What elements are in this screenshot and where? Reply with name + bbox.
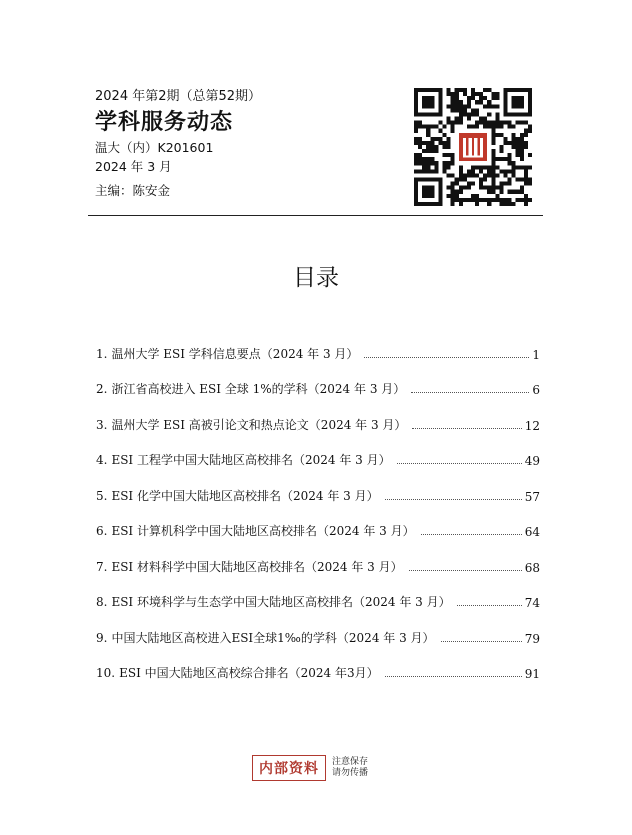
toc-item-page: 91 — [524, 667, 540, 681]
toc-item-text: ESI 环境科学与生态学中国大陆地区高校排名（2024 年 3 月） — [111, 595, 451, 609]
toc-item-number: 7. — [96, 559, 108, 574]
toc-item-page: 1 — [532, 347, 540, 362]
toc-item[interactable] — [96, 326, 540, 362]
toc-item-page: 12 — [524, 418, 540, 433]
toc-leader-dots — [397, 463, 522, 464]
toc-item-page: 64 — [524, 525, 540, 539]
toc-item-page: 49 — [524, 454, 540, 468]
toc-heading: 目录 — [293, 265, 339, 291]
toc-item-text: ESI 化学中国大陆地区高校排名（2024 年 3 月） — [111, 488, 379, 503]
toc-item-number: 9. — [96, 630, 108, 645]
toc-item-text: ESI 计算机科学中国大陆地区高校排名（2024 年 3 月） — [111, 524, 415, 538]
publication-date: 2024 年 3 月 — [95, 159, 172, 174]
table-of-contents — [96, 326, 540, 681]
chief-editor: 主编：陈安金 — [95, 183, 171, 198]
toc-item-title — [96, 664, 379, 681]
toc-item[interactable] — [96, 397, 540, 433]
toc-item-title — [96, 558, 403, 575]
toc-item-number: 4. — [96, 453, 108, 467]
toc-item-text: 浙江省高校进入 ESI 全球 1%的学科（2024 年 3 月） — [111, 382, 406, 396]
toc-item-title — [96, 522, 415, 539]
toc-leader-dots — [385, 499, 522, 500]
toc-item-title — [96, 593, 451, 610]
toc-leader-dots — [385, 676, 522, 677]
toc-item-title — [96, 451, 391, 468]
toc-leader-dots — [412, 428, 521, 429]
toc-item-page: 6 — [532, 383, 540, 397]
toc-item-title — [96, 416, 406, 433]
toc-item-title — [96, 629, 435, 646]
toc-item-number: 3. — [96, 417, 108, 432]
toc-item-page: 79 — [524, 631, 540, 646]
toc-item-text: ESI 材料科学中国大陆地区高校排名（2024 年 3 月） — [111, 559, 403, 574]
toc-item-text: ESI 工程学中国大陆地区高校排名（2024 年 3 月） — [111, 453, 391, 467]
stamp-note-line: 注意保存 — [332, 757, 369, 767]
toc-item-page: 57 — [524, 489, 540, 504]
issue-number: 2024 年第2期（总第52期） — [95, 89, 262, 104]
toc-leader-dots — [364, 357, 529, 358]
toc-item-title — [96, 345, 358, 362]
toc-item-number: 10. — [96, 666, 116, 680]
toc-item-title — [96, 487, 379, 504]
stamp-note-line: 请勿传播 — [332, 768, 369, 778]
toc-leader-dots — [421, 534, 522, 535]
toc-leader-dots — [409, 570, 522, 571]
toc-item-title — [96, 380, 405, 397]
toc-leader-dots — [441, 641, 522, 642]
toc-item-text: 中国大陆地区高校进入ESI全球1‰的学科（2024 年 3 月） — [111, 630, 435, 645]
stamp-label: 内部资料 — [252, 755, 326, 781]
publication-code: 温大（内）K201601 — [95, 140, 214, 155]
qr-code-icon — [414, 88, 532, 206]
toc-item[interactable] — [96, 362, 540, 398]
header-divider — [88, 215, 543, 216]
toc-item-text: ESI 中国大陆地区高校综合排名（2024 年3月） — [119, 666, 379, 680]
toc-item-number: 8. — [96, 595, 108, 609]
toc-item[interactable] — [96, 575, 540, 611]
toc-item[interactable] — [96, 468, 540, 504]
toc-item-number: 1. — [96, 346, 108, 361]
toc-item-text: 温州大学 ESI 学科信息要点（2024 年 3 月） — [111, 346, 359, 361]
toc-item[interactable] — [96, 433, 540, 469]
toc-item[interactable] — [96, 610, 540, 646]
toc-item-page: 74 — [524, 596, 540, 610]
toc-item-number: 6. — [96, 524, 108, 538]
toc-item-text: 温州大学 ESI 高被引论文和热点论文（2024 年 3 月） — [111, 417, 407, 432]
stamp-note — [332, 757, 368, 779]
toc-leader-dots — [457, 605, 522, 606]
toc-item[interactable] — [96, 646, 540, 682]
toc-item[interactable] — [96, 504, 540, 540]
toc-item-number: 5. — [96, 488, 108, 503]
toc-leader-dots — [411, 392, 529, 393]
internal-material-stamp — [252, 755, 368, 781]
toc-item[interactable] — [96, 539, 540, 575]
masthead — [95, 88, 395, 200]
toc-item-page: 68 — [524, 560, 540, 575]
publication-title: 学科服务动态 — [95, 110, 234, 135]
toc-item-number: 2. — [96, 382, 108, 396]
